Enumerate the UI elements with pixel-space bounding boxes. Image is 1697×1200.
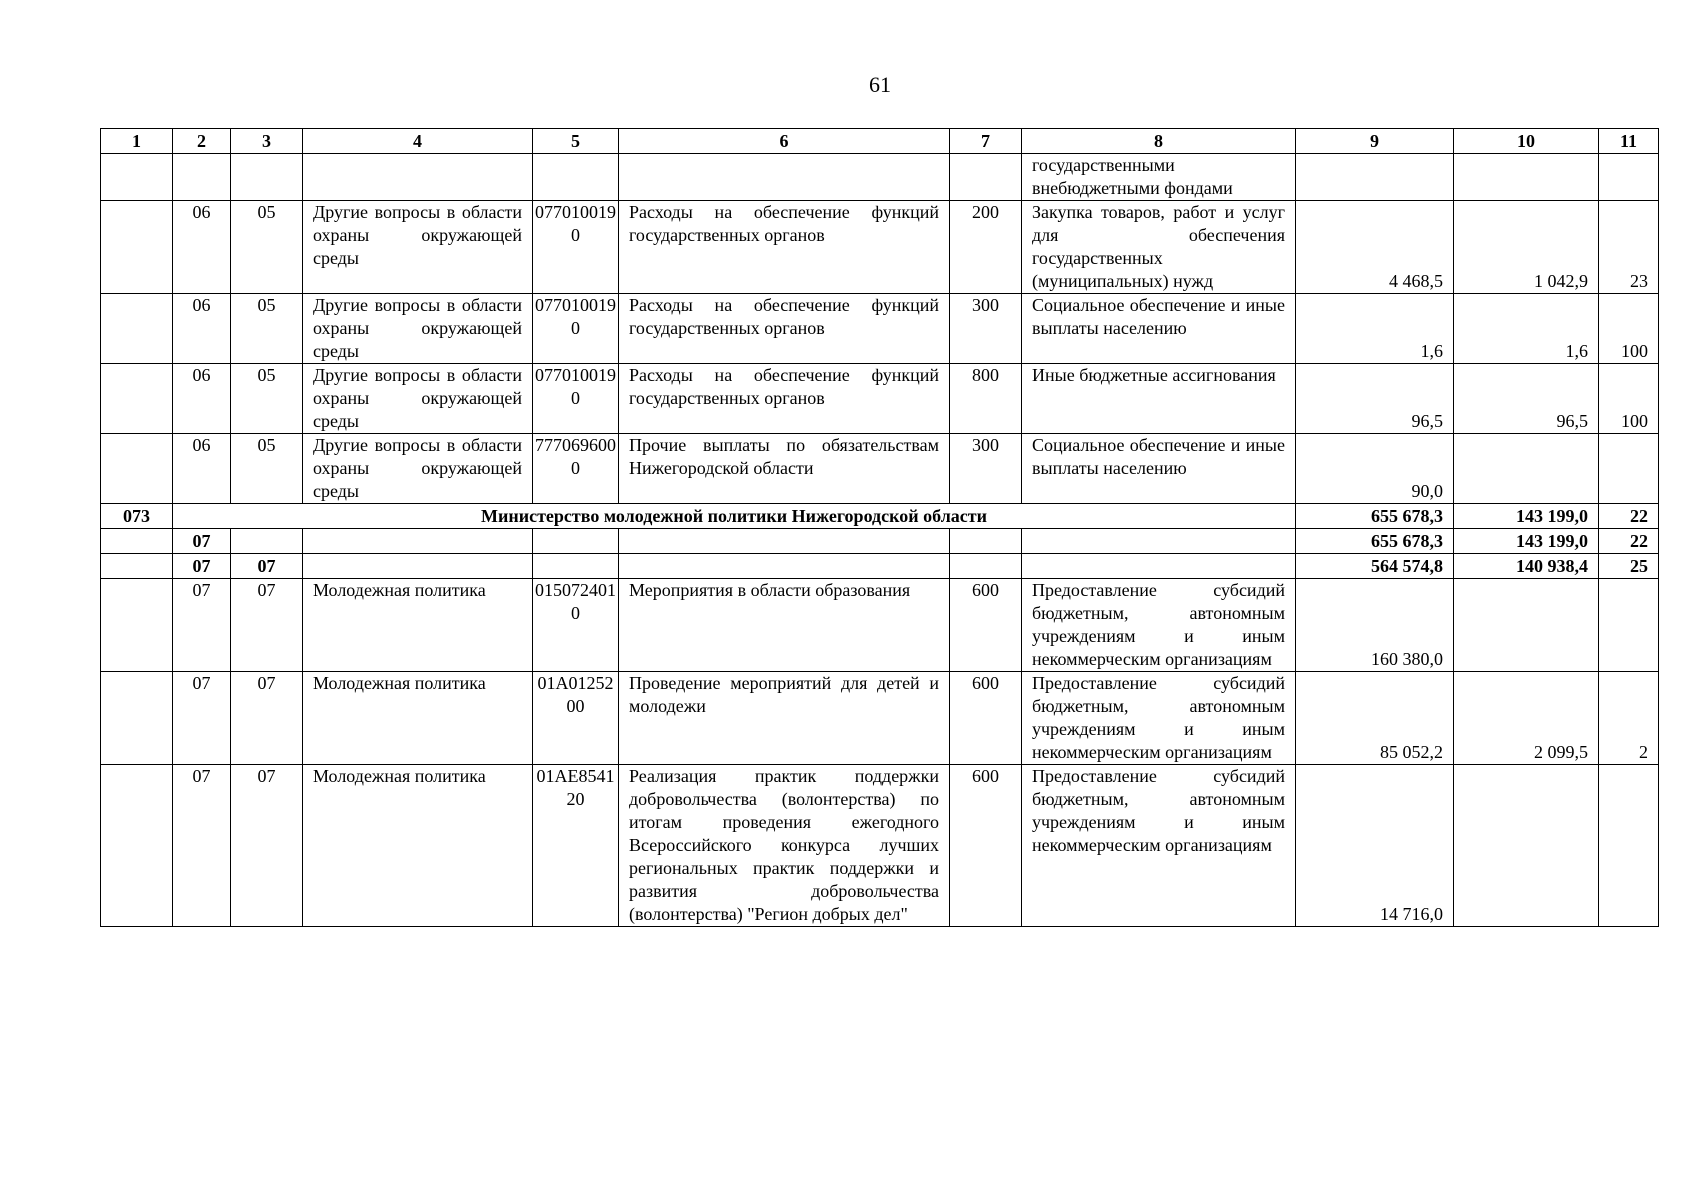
- cell-section: 07: [173, 765, 231, 927]
- cell-percent: 25: [1599, 554, 1659, 579]
- cell-amount-fact: 1 042,9: [1454, 201, 1599, 294]
- cell-amount-plan: 90,0: [1296, 434, 1454, 504]
- cell-amount-plan: 655 678,3: [1296, 504, 1454, 529]
- cell-expense-code: 600: [950, 765, 1022, 927]
- cell-amount-plan: 85 052,2: [1296, 672, 1454, 765]
- cell: [950, 529, 1022, 554]
- cell: [533, 154, 619, 201]
- cell: [101, 294, 173, 364]
- cell: [303, 529, 533, 554]
- cell-percent: 23: [1599, 201, 1659, 294]
- header-cell: 8: [1022, 129, 1296, 154]
- header-cell: 5: [533, 129, 619, 154]
- cell-amount-plan: 1,6: [1296, 294, 1454, 364]
- section-total-row: [101, 529, 1659, 554]
- header-row: [101, 129, 1659, 154]
- cell-amount-plan: 655 678,3: [1296, 529, 1454, 554]
- cell-percent: [1599, 765, 1659, 927]
- cell: [533, 554, 619, 579]
- cell: [303, 554, 533, 579]
- cell-expense-type: государственными внебюджетными фондами: [1022, 154, 1296, 201]
- cell-amount-plan: 96,5: [1296, 364, 1454, 434]
- cell-subsection-name: Другие вопросы в области охраны окружающей среды: [303, 434, 533, 504]
- cell-amount-fact: [1454, 154, 1599, 201]
- cell-section: 06: [173, 364, 231, 434]
- cell-amount-fact: [1454, 579, 1599, 672]
- cell: [231, 154, 303, 201]
- cell: [101, 672, 173, 765]
- cell: [303, 154, 533, 201]
- cell-target-name: Расходы на обеспечение функций государственных органов: [619, 201, 950, 294]
- cell-percent: 100: [1599, 294, 1659, 364]
- cell: [950, 154, 1022, 201]
- cell-expense-code: 300: [950, 434, 1022, 504]
- cell-expense-code: 600: [950, 672, 1022, 765]
- cell: [1022, 529, 1296, 554]
- cell-target-name: Расходы на обеспечение функций государственных органов: [619, 294, 950, 364]
- cell: [101, 554, 173, 579]
- cell-expense-type: Социальное обеспечение и иные выплаты населению: [1022, 294, 1296, 364]
- header-cell: 11: [1599, 129, 1659, 154]
- cell-section: 06: [173, 201, 231, 294]
- cell-target-code: 0150724010: [533, 579, 619, 672]
- subsection-total-row: [101, 554, 1659, 579]
- header-cell: 3: [231, 129, 303, 154]
- cell: [950, 554, 1022, 579]
- cell-subsection: 07: [231, 554, 303, 579]
- page-number: 61: [869, 72, 891, 97]
- cell-subsection: 05: [231, 294, 303, 364]
- cell-subsection-name: Молодежная политика: [303, 672, 533, 765]
- header-cell: 4: [303, 129, 533, 154]
- cell-target-name: Реализация практик поддержки добровольчества (волонтерства) по итогам проведения ежегодного Всероссийского конкурса лучших региональных практик поддержки и развития добровольчества (волонтерства) "Регион добрых дел": [619, 765, 950, 927]
- cell-target-code: 01А0125200: [533, 672, 619, 765]
- cell: [533, 529, 619, 554]
- cell: [619, 154, 950, 201]
- cell-subsection: 05: [231, 364, 303, 434]
- table-row: [101, 364, 1659, 434]
- cell-target-name: Расходы на обеспечение функций государственных органов: [619, 364, 950, 434]
- cell-subsection-name: Молодежная политика: [303, 579, 533, 672]
- cell-expense-type: Предоставление субсидий бюджетным, автономным учреждениям и иным некоммерческим организациям: [1022, 672, 1296, 765]
- cell-target-code: 0770100190: [533, 364, 619, 434]
- cell-amount-fact: 2 099,5: [1454, 672, 1599, 765]
- cell-amount-plan: [1296, 154, 1454, 201]
- cell-percent: 22: [1599, 529, 1659, 554]
- cell-subsection: 07: [231, 579, 303, 672]
- cell-target-code: 0770100190: [533, 294, 619, 364]
- cell-section: 07: [173, 554, 231, 579]
- cell: [101, 765, 173, 927]
- cell-section: 07: [173, 529, 231, 554]
- cell-amount-fact: [1454, 434, 1599, 504]
- table-row: [101, 579, 1659, 672]
- cell-subsection: 07: [231, 765, 303, 927]
- cell-expense-type: Предоставление субсидий бюджетным, автономным учреждениям и иным некоммерческим организациям: [1022, 579, 1296, 672]
- cell-amount-plan: 564 574,8: [1296, 554, 1454, 579]
- cell-amount-fact: 143 199,0: [1454, 504, 1599, 529]
- cell-expense-code: 600: [950, 579, 1022, 672]
- table-row: [101, 154, 1659, 201]
- cell-target-code: 01АЕ854120: [533, 765, 619, 927]
- cell-expense-type: Социальное обеспечение и иные выплаты населению: [1022, 434, 1296, 504]
- cell-target-code: 0770100190: [533, 201, 619, 294]
- header-cell: 7: [950, 129, 1022, 154]
- cell-amount-fact: [1454, 765, 1599, 927]
- cell-amount-plan: 160 380,0: [1296, 579, 1454, 672]
- cell-expense-type: Предоставление субсидий бюджетным, автономным учреждениям и иным некоммерческим организациям: [1022, 765, 1296, 927]
- table-row: [101, 434, 1659, 504]
- cell-expense-code: 200: [950, 201, 1022, 294]
- cell: [1022, 554, 1296, 579]
- cell-amount-fact: 1,6: [1454, 294, 1599, 364]
- cell-target-name: Прочие выплаты по обязательствам Нижегородской области: [619, 434, 950, 504]
- cell-subsection: 05: [231, 201, 303, 294]
- cell: [619, 554, 950, 579]
- cell: [619, 529, 950, 554]
- cell-section: 06: [173, 434, 231, 504]
- cell-amount-fact: 140 938,4: [1454, 554, 1599, 579]
- cell-percent: [1599, 154, 1659, 201]
- cell-percent: 22: [1599, 504, 1659, 529]
- cell-subsection: 07: [231, 672, 303, 765]
- header-cell: 1: [101, 129, 173, 154]
- table-row: [101, 672, 1659, 765]
- budget-table: [100, 128, 1659, 927]
- header-cell: 6: [619, 129, 950, 154]
- cell-amount-fact: 96,5: [1454, 364, 1599, 434]
- table-row: [101, 765, 1659, 927]
- cell-section: 07: [173, 579, 231, 672]
- cell-subsection-name: Другие вопросы в области охраны окружающей среды: [303, 364, 533, 434]
- cell-expense-type: Закупка товаров, работ и услуг для обеспечения государственных (муниципальных) нужд: [1022, 201, 1296, 294]
- cell-amount-plan: 4 468,5: [1296, 201, 1454, 294]
- cell: [101, 364, 173, 434]
- cell: [101, 579, 173, 672]
- cell: [101, 154, 173, 201]
- cell: [173, 154, 231, 201]
- table-row: [101, 294, 1659, 364]
- header-cell: 10: [1454, 129, 1599, 154]
- cell-amount-fact: 143 199,0: [1454, 529, 1599, 554]
- cell-expense-code: 300: [950, 294, 1022, 364]
- cell: [101, 529, 173, 554]
- cell-target-code: 7770696000: [533, 434, 619, 504]
- cell-subsection-name: Другие вопросы в области охраны окружающей среды: [303, 201, 533, 294]
- ministry-code: 073: [101, 504, 173, 529]
- header-cell: 2: [173, 129, 231, 154]
- cell-section: 07: [173, 672, 231, 765]
- cell-percent: 2: [1599, 672, 1659, 765]
- cell-expense-type: Иные бюджетные ассигнования: [1022, 364, 1296, 434]
- cell-target-name: Проведение мероприятий для детей и молодежи: [619, 672, 950, 765]
- ministry-total-row: [101, 504, 1659, 529]
- cell-percent: 100: [1599, 364, 1659, 434]
- cell-percent: [1599, 579, 1659, 672]
- cell: [101, 434, 173, 504]
- cell-subsection: 05: [231, 434, 303, 504]
- cell-target-name: Мероприятия в области образования: [619, 579, 950, 672]
- cell-section: 06: [173, 294, 231, 364]
- cell-percent: [1599, 434, 1659, 504]
- cell: [101, 201, 173, 294]
- ministry-name: Министерство молодежной политики Нижегородской области: [173, 504, 1296, 529]
- cell: [231, 529, 303, 554]
- cell-amount-plan: 14 716,0: [1296, 765, 1454, 927]
- cell-subsection-name: Молодежная политика: [303, 765, 533, 927]
- table-row: [101, 201, 1659, 294]
- header-cell: 9: [1296, 129, 1454, 154]
- cell-expense-code: 800: [950, 364, 1022, 434]
- cell-subsection-name: Другие вопросы в области охраны окружающей среды: [303, 294, 533, 364]
